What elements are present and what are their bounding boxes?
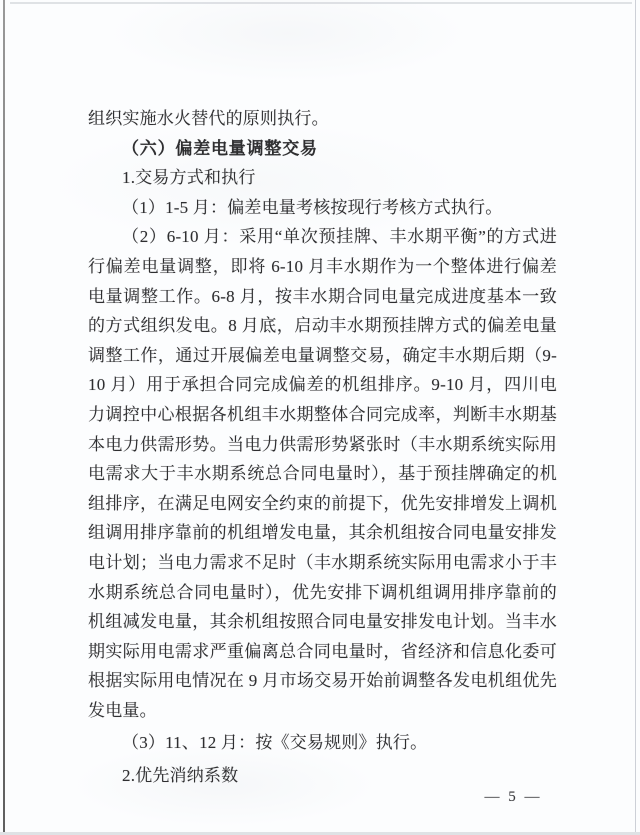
scan-edge-top <box>10 2 632 4</box>
document-content <box>88 104 557 791</box>
section-heading: （六）偏差电量调整交易 <box>122 138 318 158</box>
scan-edge-right <box>635 0 636 835</box>
page-number: — 5 — <box>484 789 542 805</box>
subsection-heading-trade-method: 1.交易方式和执行 <box>122 168 256 188</box>
scan-edge-left <box>3 0 5 835</box>
item-months-1-5: （1）1-5 月：偏差电量考核按现行考核方式执行。 <box>122 197 503 217</box>
item-months-6-10: （2）6-10 月：采用“单次预挂牌、丰水期平衡”的方式进行偏差电量调整，即将 6-10 月丰水期作为一个整体进行偏差电量调整工作。6-8 月，按丰水期合同电量完成进度基本一致的方式组织发电。8 月底，启动丰水期预挂牌方式的偏差电量调整工作，通过开展偏差电量调整交易，确定丰水期后期（9-10 月）用于承担合同完成偏差的机组排序。9-10 月，四川电力调控中心根据各机组丰水期整体合同完成率，判断丰水期基本电力供需形势。当电力供需形势紧张时（丰水期系统实际用电需求大于丰水期系统总合同电量时），基于预挂牌确定的机组排序，在满足电网安全约束的前提下，优先安排增发上调机组调用排序靠前的机组增发电量，其余机组按合同电量安排发电计划；当电力需求不足时（丰水期系统实际用电需求小于丰水期系统总合同电量时），优先安排下调机组调用排序靠前的机组减发电量，其余机组按照合同电量安排发电计划。当丰水期实际用电需求严重偏离总合同电量时，省经济和信息化委可根据实际用电情况在 9 月市场交易开始前调整各发电机组优先发电量。 <box>88 227 557 720</box>
paragraph-continuation: 组织实施水火替代的原则执行。 <box>88 109 329 128</box>
item-months-11-12: （3）11、12 月：按《交易规则》执行。 <box>122 733 428 753</box>
subsection-heading-priority-coefficient: 2.优先消纳系数 <box>122 766 239 786</box>
